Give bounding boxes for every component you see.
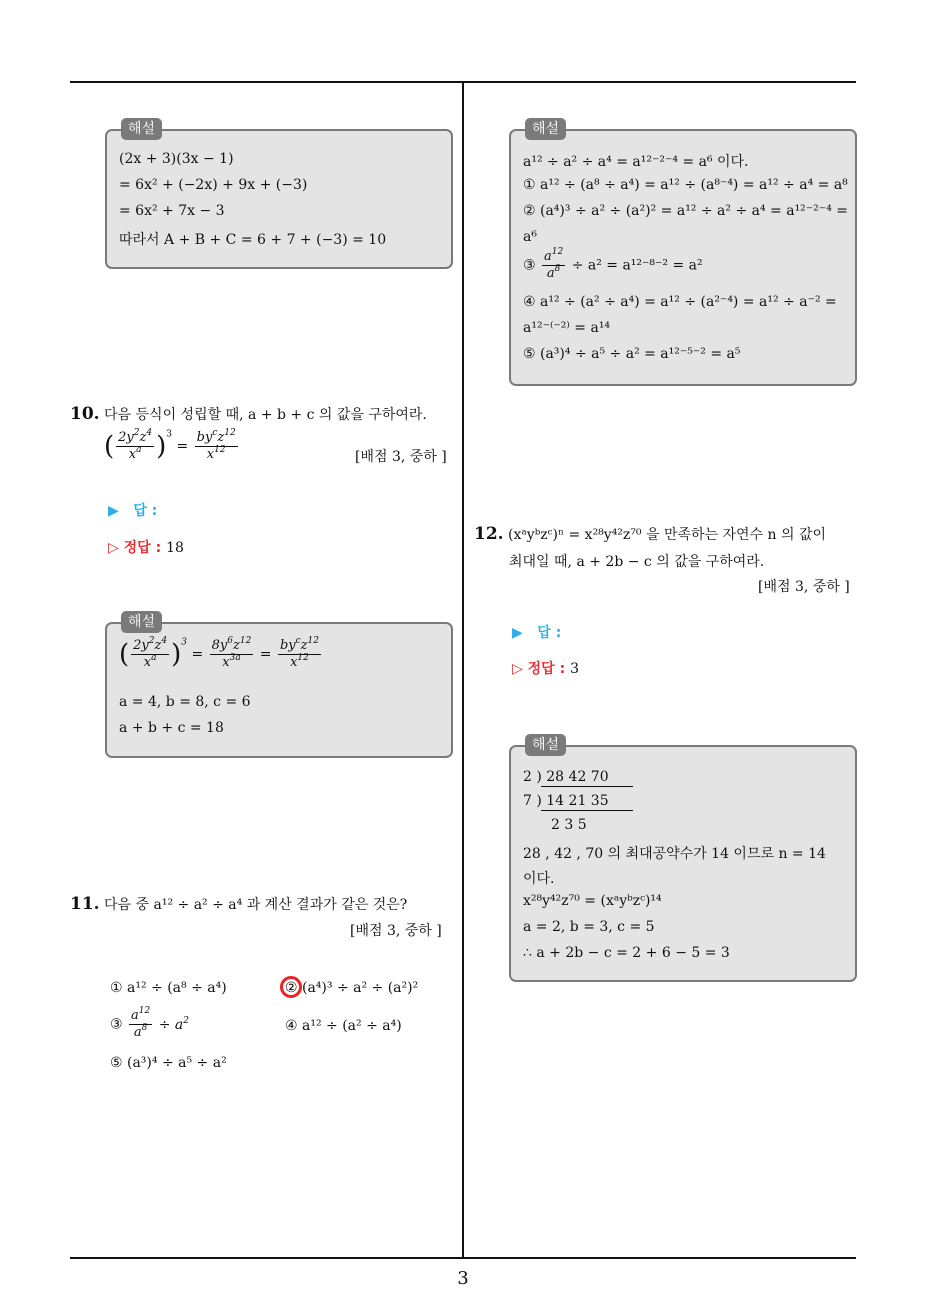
solution-box-q11	[509, 121, 857, 386]
page-number: 3	[457, 1268, 469, 1289]
solution-tag: 해설	[525, 734, 566, 756]
option-3-marker: ③	[110, 1016, 123, 1033]
solution-line: ① a¹² ÷ (a⁸ ÷ a⁴) = a¹² ÷ (a⁸⁻⁴) = a¹² ÷ a⁴ = a⁸	[523, 177, 848, 193]
points-label: [배점 3, 중하 ]	[355, 449, 447, 465]
question-text: 다음 중 a¹² ÷ a² ÷ a⁴ 과 계산 결과가 같은 것은?	[104, 897, 408, 913]
question-11	[70, 894, 407, 914]
solution-line: a = 4, b = 8, c = 6	[119, 694, 251, 710]
correct-answer-value: 18	[166, 540, 184, 556]
correct-answer-row	[512, 658, 579, 678]
correct-marker-icon: ▷	[108, 540, 119, 556]
bottom-rule	[70, 1257, 856, 1259]
option-2[interactable]: ② (a⁴)³ ÷ a² ÷ (a²)²	[285, 980, 419, 996]
question-text-line1: (xᵃyᵇzᶜ)ⁿ = x²⁸y⁴²z⁷⁰ 을 만족하는 자연수 n 의 값이	[508, 527, 827, 543]
solution-line: a = 2, b = 3, c = 5	[523, 919, 655, 935]
division-rule	[541, 810, 633, 811]
solution-box-q9	[105, 121, 453, 269]
question-number: 11.	[70, 894, 100, 914]
solution-line: (2x + 3)(3x − 1)	[119, 151, 234, 167]
division-rule	[541, 786, 633, 787]
division-line-3: 2 3 5	[551, 817, 587, 833]
division-line-1: 2 ) 28 42 70	[523, 769, 609, 785]
solution-line: 28 , 42 , 70 의 최대공약수가 14 이므로 n = 14	[523, 846, 826, 862]
solution-line: a¹² ÷ a² ÷ a⁴ = a¹²⁻²⁻⁴ = a⁶ 이다.	[523, 154, 749, 170]
question-number: 10.	[70, 404, 100, 424]
solution-line: 따라서 A + B + C = 6 + 7 + (−3) = 10	[119, 232, 387, 248]
option-3[interactable]: ③ $\frac{a^{12}}{a^8}$ ÷ $a^2$	[110, 1006, 189, 1040]
answer-marker-icon: ▶	[108, 503, 119, 519]
solution-line: ④ a¹² ÷ (a² ÷ a⁴) = a¹² ÷ (a²⁻⁴) = a¹² ÷ a⁻² =	[523, 294, 837, 310]
answer-row	[512, 622, 561, 642]
column-divider	[462, 83, 464, 1259]
solution-line: = 6x² + (−2x) + 9x + (−3)	[119, 177, 308, 193]
solution-line: ⑤ (a³)⁴ ÷ a⁵ ÷ a² = a¹²⁻⁵⁻² = a⁵	[523, 346, 741, 362]
option-1[interactable]: ① a¹² ÷ (a⁸ ÷ a⁴)	[110, 980, 227, 996]
solution-tag: 해설	[525, 118, 566, 140]
answer-row	[108, 500, 157, 520]
solution-line-tail: ÷ a² = a¹²⁻⁸⁻² = a²	[571, 257, 703, 274]
solution-line: ③ $\frac{a^{12}}{a^8}$ ÷ a² = a¹²⁻⁸⁻² = a²	[523, 247, 703, 281]
solution-tag: 해설	[121, 611, 162, 633]
question-text: 다음 등식이 성립할 때, a + b + c 의 값을 구하여라.	[104, 407, 427, 423]
answer-marker-icon: ▶	[512, 625, 523, 641]
division-line-2: 7 ) 14 21 35	[523, 793, 609, 809]
solution-line: a + b + c = 18	[119, 720, 224, 736]
answer-label: 답 :	[133, 503, 158, 519]
solution-line: ② (a⁴)³ ÷ a² ÷ (a²)² = a¹² ÷ a² ÷ a⁴ = a¹²⁻²⁻⁴ =	[523, 203, 848, 219]
points-label: [배점 3, 중하 ]	[350, 923, 442, 939]
solution-line: x²⁸y⁴²z⁷⁰ = (xᵃyᵇzᶜ)¹⁴	[523, 893, 662, 909]
solution-box-q12	[509, 737, 857, 982]
option-5[interactable]: ⑤ (a³)⁴ ÷ a⁵ ÷ a²	[110, 1055, 227, 1071]
equation-q10: ( $\frac{2y^2z^4}{x^a}$ )$^3$ = $\frac{by^cz^{12}}{x^{12}}$	[104, 428, 236, 462]
solution-line: ∴ a + 2b − c = 2 + 6 − 5 = 3	[523, 945, 730, 961]
correct-label: 정답 :	[527, 661, 566, 677]
solution-line: 이다.	[523, 871, 555, 887]
solution-line: a¹²⁻⁽⁻²⁾ = a¹⁴	[523, 320, 611, 336]
question-10	[70, 404, 427, 424]
correct-answer-value: 3	[570, 661, 579, 677]
option-4[interactable]: ④ a¹² ÷ (a² ÷ a⁴)	[285, 1018, 402, 1034]
question-number: 12.	[474, 524, 504, 544]
solution-line: a⁶	[523, 229, 537, 245]
correct-marker-icon: ▷	[512, 661, 523, 677]
solution-box-q10	[105, 614, 453, 758]
question-text-line2: 최대일 때, a + 2b − c 의 값을 구하여라.	[509, 554, 765, 570]
points-label: [배점 3, 중하 ]	[758, 579, 850, 595]
correct-answer-row	[108, 537, 184, 557]
solution-line: ( $\frac{2y^2z^4}{x^a}$ )$^3$ = $\frac{8y^6z^{12}}{x^{3a}}$ = $\frac{by^cz^{12}}{x^{12}}$	[119, 636, 319, 670]
solution-tag: 해설	[121, 118, 162, 140]
solution-line: = 6x² + 7x − 3	[119, 203, 225, 219]
question-12	[474, 524, 826, 544]
answer-label: 답 :	[537, 625, 562, 641]
correct-label: 정답 :	[123, 540, 162, 556]
